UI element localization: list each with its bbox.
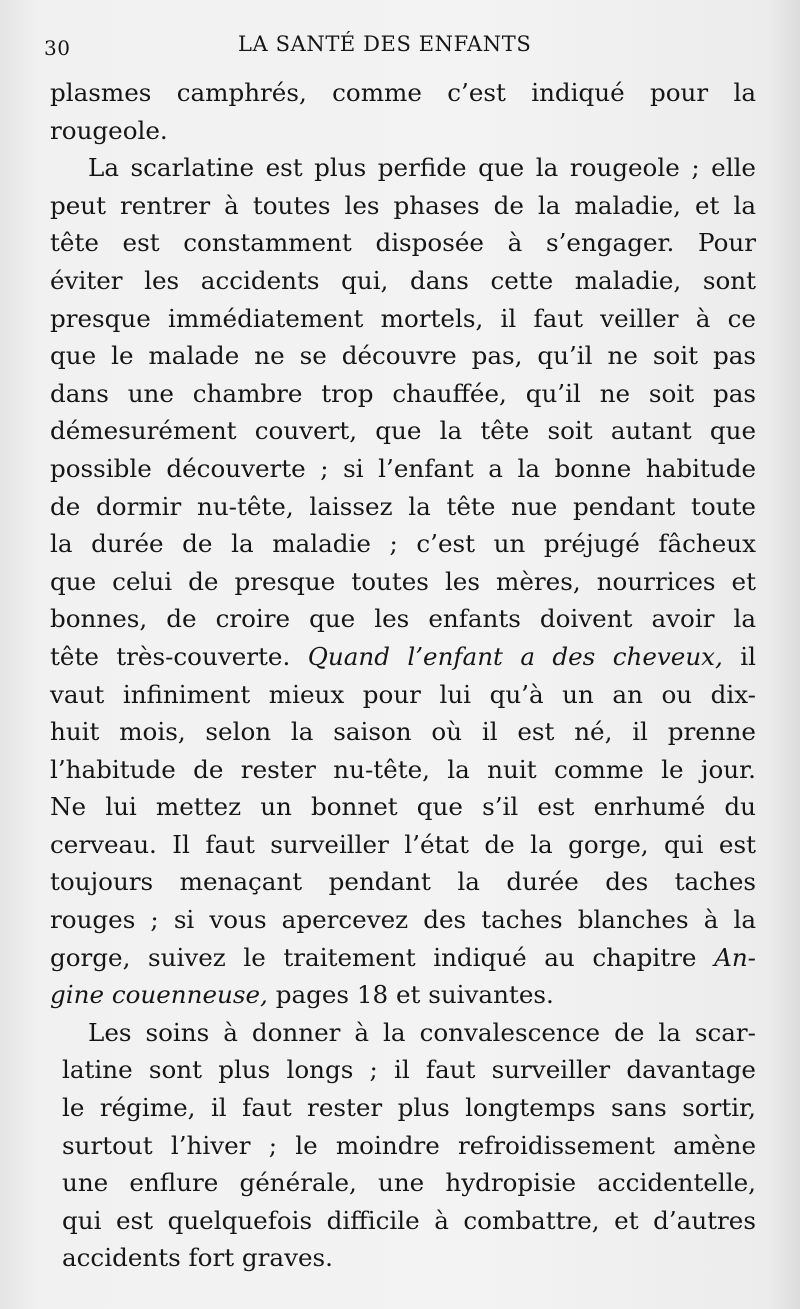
running-title: LA SANTÉ DES ENFANTS <box>238 32 532 56</box>
text-line-with-italic <box>50 976 756 1014</box>
text-segment: gorge, suivez le traitement indiqué au chapitre <box>50 942 697 972</box>
text-line: plasmes camphrés, comme c’est indiqué pour la <box>50 78 756 107</box>
text-line: la durée de la maladie ; c’est un préjugé fâcheux <box>50 529 756 559</box>
text-line: démesurément couvert, que la tête soit autant que <box>50 416 756 446</box>
text-line-with-italic <box>50 638 756 676</box>
page-number: 30 <box>44 36 71 60</box>
text-line: rougeole. <box>50 115 168 145</box>
text-line: peut rentrer à toutes les phases de la maladie, et la <box>50 190 756 220</box>
text-line: bonnes, de croire que les enfants doivent avoir la <box>50 604 756 634</box>
text-line: rouges ; si vous apercevez des taches blanches à la <box>50 905 756 935</box>
text-line: latine sont plus longs ; il faut surveiller davantage <box>62 1055 756 1085</box>
page-header <box>0 30 800 60</box>
text-line: cerveau. Il faut surveiller l’état de la gorge, qui est <box>50 829 756 859</box>
paragraph-start-line: La scarlatine est plus perfide que la rougeole ; elle <box>88 153 756 183</box>
text-segment: pages 18 et suivantes. <box>275 980 554 1010</box>
italic-segment: Quand l’enfant a des cheveux, <box>307 641 723 671</box>
text-line: tête est constamment disposée à s’engager. Pour <box>50 228 756 258</box>
text-line: dans une chambre trop chauffée, qu’il ne soit pas <box>50 378 756 408</box>
italic-segment: gine couenneuse, <box>50 980 268 1010</box>
text-line: éviter les accidents qui, dans cette maladie, sont <box>50 265 756 295</box>
text-line: l’habitude de rester nu-tête, la nuit comme le jour. <box>50 754 756 784</box>
text-line: vaut infiniment mieux pour lui qu’à un an ou dix- <box>50 679 756 709</box>
text-segment: il <box>740 641 756 671</box>
text-line: une enflure générale, une hydropisie accidentelle, <box>62 1168 756 1198</box>
text-line: toujours menaçant pendant la durée des taches <box>50 867 756 897</box>
paragraph-start-line: Les soins à donner à la convalescence de la scar- <box>88 1017 756 1047</box>
text-line: que celui de presque toutes les mères, nourrices et <box>50 566 756 596</box>
text-line: Ne lui mettez un bonnet que s’il est enrhumé du <box>50 792 756 822</box>
text-line: presque immédiatement mortels, il faut veiller à ce <box>50 303 756 333</box>
text-line: le régime, il faut rester plus longtemps sans sortir, <box>62 1093 756 1123</box>
text-segment: tête très-couverte. <box>50 641 291 671</box>
text-line: de dormir nu-tête, laissez la tête nue pendant toute <box>50 491 756 521</box>
text-line: accidents fort graves. <box>62 1243 333 1273</box>
text-line: qui est quelquefois difficile à combattre, et d’autres <box>62 1205 756 1235</box>
body-text <box>50 74 756 1277</box>
text-line: possible découverte ; si l’enfant a la bonne habitude <box>50 453 756 483</box>
text-line-with-italic <box>50 939 756 977</box>
text-line: que le malade ne se découvre pas, qu’il ne soit pas <box>50 341 756 371</box>
text-line: surtout l’hiver ; le moindre refroidissement amène <box>62 1130 756 1160</box>
italic-segment: An- <box>714 942 756 972</box>
text-line: huit mois, selon la saison où il est né, il prenne <box>50 717 756 747</box>
